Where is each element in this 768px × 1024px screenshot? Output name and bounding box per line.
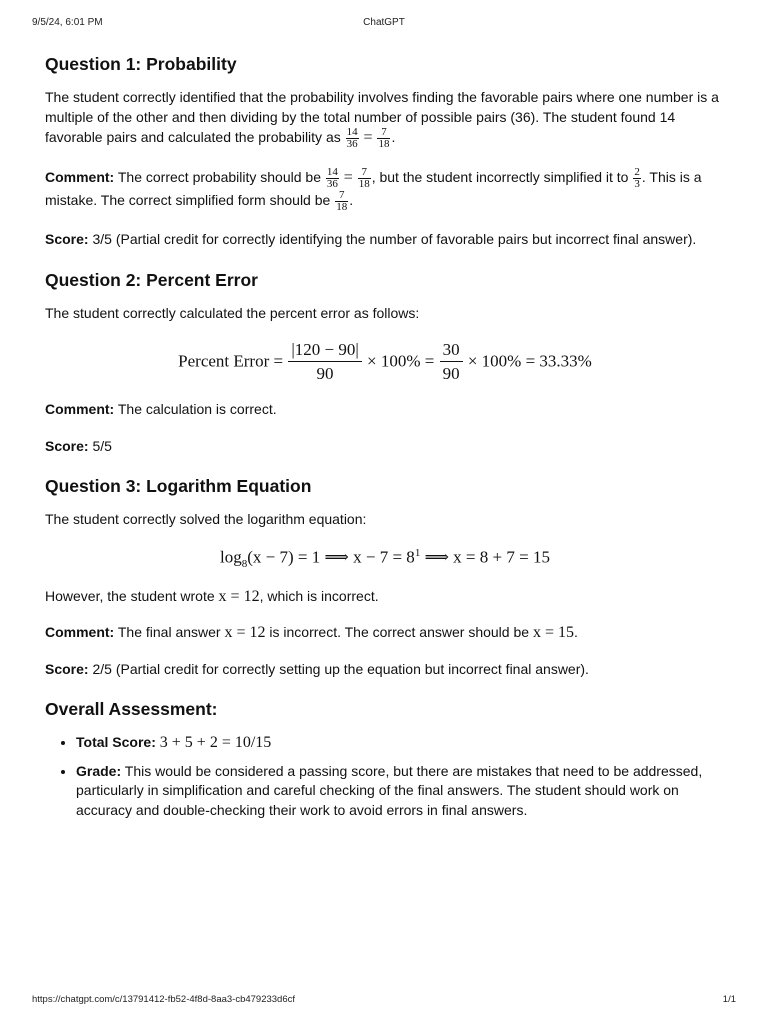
overall-assessment-heading: Overall Assessment:: [45, 699, 218, 720]
print-header: [32, 17, 736, 31]
question-3-comment: Comment: The final answer x = 12 is incorrect. The correct answer should be x = 15.: [45, 624, 578, 642]
fraction-30-90: $\frac{30}{90}$: [440, 340, 463, 383]
question-3-however: However, the student wrote x = 12, which is incorrect.: [45, 587, 379, 605]
fraction-abs-diff-90: $\frac{|120 - 90|}{90}$: [288, 340, 361, 383]
fraction-7-18: $\frac{7}{18}$: [378, 126, 390, 150]
overall-assessment-section: [45, 697, 725, 820]
list-item: • Total Score: 3 + 5 + 2 = 10/15: [76, 733, 725, 753]
question-2-score: Score: 5/5: [45, 437, 112, 454]
question-2-body: The student correctly calculated the percent error as follows:: [45, 304, 420, 321]
print-footer: [32, 994, 736, 1008]
question-3-section: [45, 474, 725, 679]
assessment-list: [45, 733, 725, 820]
percent-error-formula: Percent Error = $\frac{|120 - 90|}{90}$ × 100% = $\frac{30}{90}$ × 100% = 33.33%: [178, 340, 592, 383]
question-3-score: Score: 2/5 (Partial credit for correctly setting up the equation but incorrect final answer).: [45, 660, 589, 677]
question-1-score: Score: 3/5 (Partial credit for correctly identifying the number of favorable pairs but incorrect final answer).: [45, 231, 697, 247]
question-2-comment: Comment: The calculation is correct.: [45, 401, 277, 417]
logarithm-equation: $\log_8(x - 7) = 1$ ⟹ $x - 7 = 8^1$ ⟹ x = 8 + 7 = 15: [220, 546, 550, 570]
page-number: 1/1: [722, 994, 736, 1005]
question-2-heading: Question 2: Percent Error: [45, 269, 258, 290]
fraction-14-36: $\frac{14}{36}$: [346, 126, 358, 150]
question-3-body: The student correctly solved the logarithm equation:: [45, 511, 367, 527]
question-3-heading: Question 3: Logarithm Equation: [45, 476, 312, 496]
question-1-comment: Comment: The correct probability should be $\frac{14}{36}$ = $\frac{7}{18}$ , but the student incorrectly simplified it to $\frac{2}{3}$ . This is a mistake. The correct simplified form should be $\frac{7}{18}$ .: [45, 166, 702, 213]
question-1-heading: Question 1: Probability: [45, 54, 237, 74]
fraction-14-36: $\frac{14}{36}$: [326, 166, 338, 190]
question-1-section: [45, 52, 725, 250]
fraction-7-18: $\frac{7}{18}$: [358, 166, 370, 190]
question-1-body: The student correctly identified that the probability involves finding the favorable pairs where one number is a multiple of the other and then dividing by the total number of possible pairs (36). The student found 14 favorable pairs and calculated the probability as $\frac{14}{36}$ = $\frac{7}{18}$ .: [45, 89, 719, 150]
list-item: • Grade: This would be considered a passing score, but there are mistakes that need to be addressed, particularly in simplification and careful checking of the final answers. The student should work on accuracy and double-checking their work to avoid errors in final answers.: [76, 762, 725, 821]
document-content: [45, 52, 725, 838]
print-title: ChatGPT: [363, 17, 405, 28]
page-url: https://chatgpt.com/c/13791412-fb52-4f8d-8aa3-cb479233d6cf: [32, 994, 296, 1005]
fraction-7-18: $\frac{7}{18}$: [336, 189, 348, 213]
print-date: 9/5/24, 6:01 PM: [32, 17, 103, 28]
fraction-2-3: $\frac{2}{3}$: [634, 166, 640, 190]
question-2-section: [45, 268, 725, 457]
